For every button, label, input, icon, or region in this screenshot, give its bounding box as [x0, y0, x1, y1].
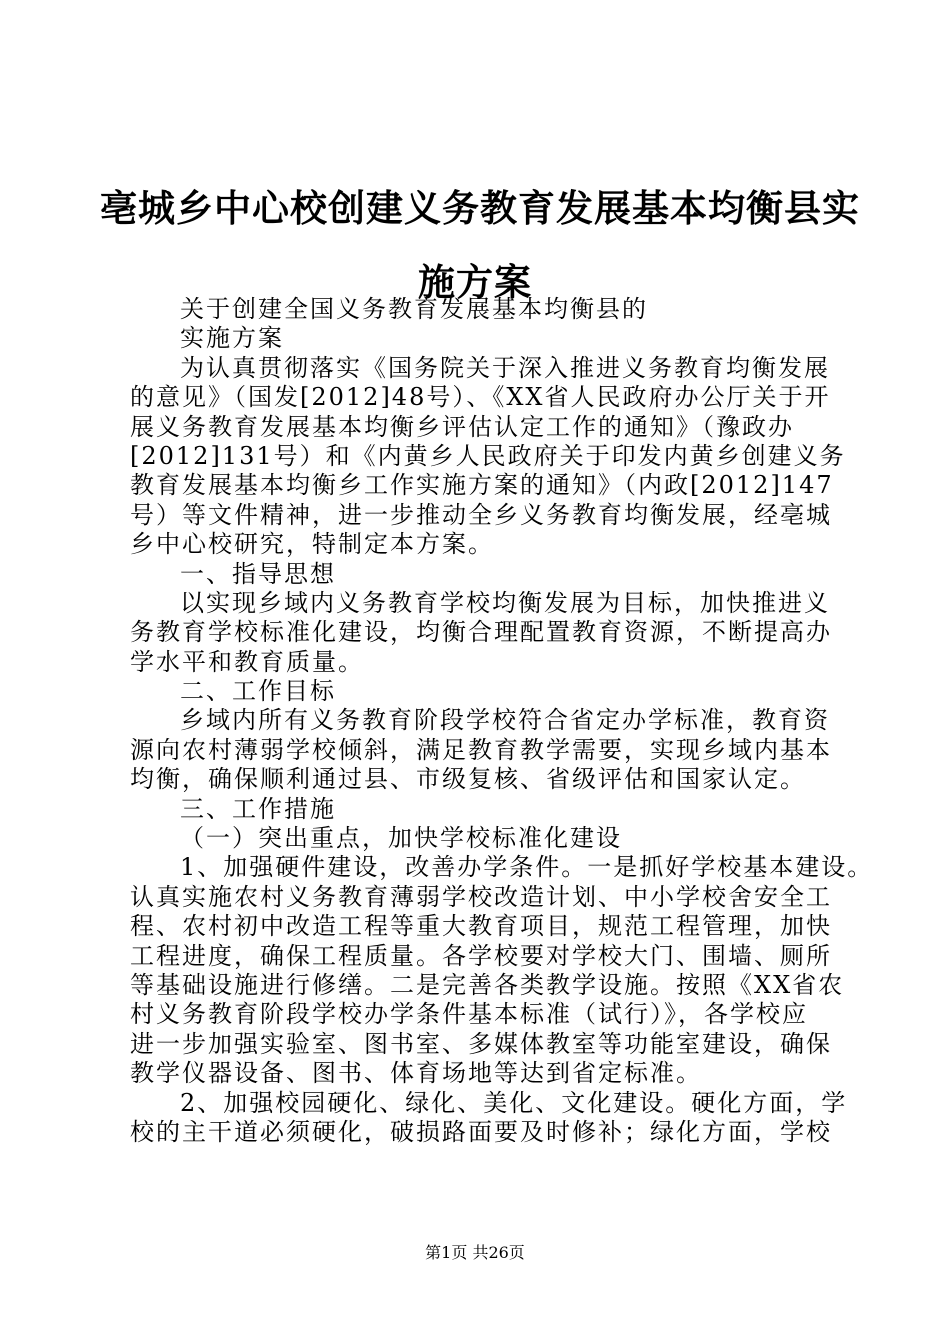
- text-line: 的意见》（国发[2012]48号）、《XX省人民政府办公厅关于开: [130, 383, 831, 412]
- text-line: 均衡，确保顺利通过县、市级复核、省级评估和国家认定。: [130, 765, 806, 794]
- text-line: 一、指导思想: [180, 559, 336, 588]
- text-line: 务教育学校标准化建设，均衡合理配置教育资源，不断提高办: [130, 618, 832, 647]
- text-line: 二、工作目标: [180, 677, 336, 706]
- text-line: 进一步加强实验室、图书室、多媒体教室等功能室建设，确保: [130, 1029, 832, 1058]
- text-line: 乡域内所有义务教育阶段学校符合省定办学标准，教育资: [180, 706, 830, 735]
- text-line: 认真实施农村义务教育薄弱学校改造计划、中小学校舍安全工: [130, 882, 832, 911]
- text-line: 三、工作措施: [180, 794, 336, 823]
- text-line: 工程进度，确保工程质量。各学校要对学校大门、围墙、厕所: [130, 941, 832, 970]
- title-line-2: 施方案: [418, 261, 532, 304]
- text-line: 源向农村薄弱学校倾斜，满足教育教学需要，实现乡域内基本: [130, 735, 832, 764]
- text-line: 号）等文件精神，进一步推动全乡义务教育均衡发展，经亳城: [130, 500, 832, 529]
- text-line: 1、加强硬件建设，改善办学条件。一是抓好学校基本建设。: [180, 853, 874, 882]
- title-line-1: 亳城乡中心校创建义务教育发展基本均衡县实: [100, 187, 860, 230]
- text-line: [2012]131号）和《内黄乡人民政府关于印发内黄乡创建义务: [130, 441, 846, 470]
- text-line: 2、加强校园硬化、绿化、美化、文化建设。硬化方面，学: [180, 1088, 848, 1117]
- text-line: 村义务教育阶段学校办学条件基本标准（试行）》，各学校应: [130, 1000, 808, 1029]
- document-body: [130, 295, 874, 1147]
- text-line: 为认真贯彻落实《国务院关于深入推进义务教育均衡发展: [180, 353, 830, 382]
- text-line: 学水平和教育质量。: [130, 647, 364, 676]
- text-line: 展义务教育发展基本均衡乡评估认定工作的通知》（豫政办: [130, 412, 794, 441]
- text-line: 乡中心校研究，特制定本方案。: [130, 530, 494, 559]
- text-line: （一）突出重点，加快学校标准化建设: [180, 824, 622, 853]
- text-line: 以实现乡域内义务教育学校均衡发展为目标，加快推进义: [180, 588, 830, 617]
- text-line: 等基础设施进行修缮。二是完善各类教学设施。按照《XX省农: [130, 970, 845, 999]
- text-line: 程、农村初中改造工程等重大教育项目，规范工程管理，加快: [130, 912, 832, 941]
- text-line: 教育发展基本均衡乡工作实施方案的通知》（内政[2012]147: [130, 471, 834, 500]
- page-footer: 第1页 共26页: [425, 1243, 525, 1262]
- text-line: 教学仪器设备、图书、体育场地等达到省定标准。: [130, 1059, 702, 1088]
- text-line: 校的主干道必须硬化，破损路面要及时修补；绿化方面，学校: [130, 1117, 832, 1146]
- text-line: 关于创建全国义务教育发展基本均衡县的: [180, 295, 648, 323]
- text-line: 实施方案: [180, 324, 284, 353]
